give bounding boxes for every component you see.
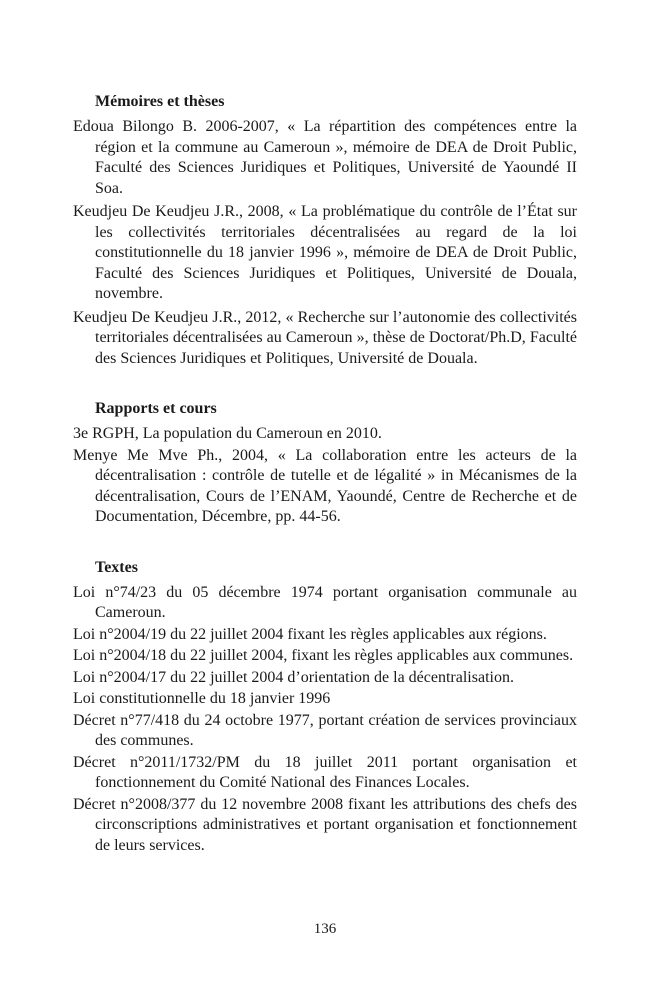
bibliography-entry: Décret n°77/418 du 24 octobre 1977, portant création de services provinciaux des communes. bbox=[73, 711, 577, 749]
section-heading: Rapports et cours bbox=[95, 400, 217, 417]
page-number: 136 bbox=[313, 921, 337, 937]
section-memoires-theses bbox=[73, 92, 577, 369]
bibliography-entry: Loi n°2004/18 du 22 juillet 2004, fixant les règles applicables aux communes. bbox=[73, 647, 574, 664]
section-heading: Textes bbox=[95, 558, 138, 576]
bibliography-entry: Menye Me Mve Ph., 2004, « La collaboration entre les acteurs de la décentralisation : contrôle de tutelle et de légalité » in Mécanismes de la décentralisation, Cours de l’ENAM, Yaoundé, Centre de Recherche et de Documentation, Décembre, pp. 44-56. bbox=[73, 446, 577, 525]
bibliography-entry: Décret n°2011/1732/PM du 18 juillet 2011 portant organisation et fonctionnement du Comité National des Finances Locales. bbox=[73, 753, 577, 791]
bibliography-entry: Loi constitutionnelle du 18 janvier 1996 bbox=[73, 690, 331, 707]
section-rapports-cours bbox=[73, 399, 577, 528]
bibliography-entry: Décret n°2008/377 du 12 novembre 2008 fixant les attributions des chefs des circonscriptions administratives et portant organisation et fonctionnement de leurs services. bbox=[73, 795, 577, 854]
bibliography-page bbox=[73, 92, 577, 886]
bibliography-entry: Edoua Bilongo B. 2006-2007, « La répartition des compétences entre la région et la commune au Cameroun », mémoire de DEA de Droit Public, Faculté des Sciences Juridiques et Politiques, Université de Yaoundé II Soa. bbox=[73, 118, 577, 197]
bibliography-entry: Loi n°74/23 du 05 décembre 1974 portant organisation communale au Cameroun. bbox=[73, 583, 577, 621]
bibliography-entry: Keudjeu De Keudjeu J.R., 2008, « La problématique du contrôle de l’État sur les collectivités territoriales décentralisées au regard de la loi constitutionnelle du 18 janvier 1996 », mémoire de DEA de Droit Public, Faculté des Sciences Juridiques et Politiques, Université de Douala, novembre. bbox=[73, 203, 577, 302]
bibliography-entry: Keudjeu De Keudjeu J.R., 2012, « Recherche sur l’autonomie des collectivités territoriales décentralisées au Cameroun », thèse de Doctorat/Ph.D, Faculté des Sciences Juridiques et Politiques, Université de Douala. bbox=[73, 308, 577, 367]
bibliography-entry: Loi n°2004/19 du 22 juillet 2004 fixant les règles applicables aux régions. bbox=[73, 625, 547, 643]
bibliography-entry: 3e RGPH, La population du Cameroun en 2010. bbox=[73, 425, 382, 442]
section-heading: Mémoires et thèses bbox=[95, 93, 225, 110]
bibliography-entry: Loi n°2004/17 du 22 juillet 2004 d’orientation de la décentralisation. bbox=[73, 668, 514, 686]
section-textes bbox=[73, 558, 577, 857]
